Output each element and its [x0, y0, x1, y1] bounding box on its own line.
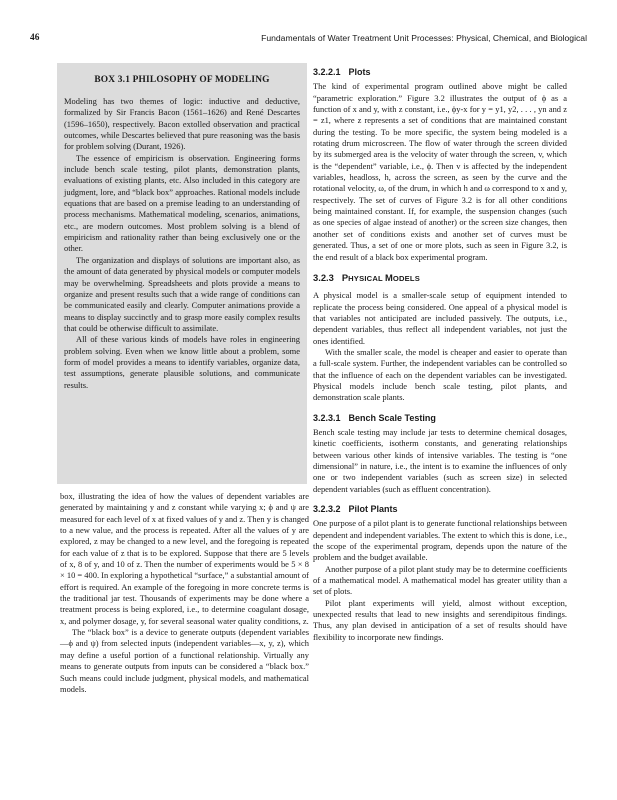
running-title: Fundamentals of Water Treatment Unit Processes: Physical, Chemical, and Biological [261, 33, 587, 43]
body-paragraph: The “black box” is a device to generate outputs (dependent variables—ϕ and ψ) from selected inputs (independent variables—x, y, z), which may define a useful portion of a functional relationship. Virtually any means to generate outputs from inputs can be considered a “black box.” Such means could include judgment, physical models, and mathematical models. [60, 627, 309, 694]
page-number: 46 [30, 33, 40, 43]
body-paragraph: Bench scale testing may include jar tests to determine chemical dosages, kinetic coefficients, isotherm constants, and generating relationships between various other kinds of intensive variables. The testing is “one dimensional” in nature, i.e., the intent is to examine the influences of only one or two independent variables (such as screen size) in selected dependent variables (such as effluent concentration). [313, 426, 567, 494]
box-title: BOX 3.1 PHILOSOPHY OF MODELING [94, 75, 270, 85]
section-number: 3.2.3.2 [313, 504, 341, 515]
section-number: 3.2.3.1 [313, 412, 341, 423]
body-paragraph: The kind of experimental program outlined above might be called “parametric exploration.” Figure 3.2 illustrates the output of ϕ as a function of x and y, with z constant, i.e., ϕy-x for y = y1, y2, . . . , yn and z = z1, where z represents a set of conditions that are maintained constant during the testing. To be more specific, the system being modeled is a rotating drum microscreen. The flow of water through the screen divided by its submerged area is the velocity of water through the screen, v, which is the “dependent” variable, i.e., ϕ. Then v is affected by the independent variables, headloss, h, across the screen, as seen by the curve and the rotational velocity, ω, of the drum, in which h and ω correspond to x and y, respectively. The set of curves of Figure 3.2 is for all other conditions being maintained constant. If, for example, the suspension changes (such as one species of algae instead of another) or the screen size changes, then another set of conditions exists and another set of curves must be generated. Thus, a set of one or more plots, such as seen in Figure 3.2, is the end result of a black box experimental program. [313, 81, 567, 262]
section-title: Bench Scale Testing [348, 412, 436, 423]
body-paragraph: Another purpose of a pilot plant study may be to determine coefficients of a mathematical model. A mathematical model has greater utility than a set of plots. [313, 563, 567, 597]
box-paragraph: All of these various kinds of models have roles in engineering problem solving. Even when we know little about a problem, some form of model provides a means to identify variables, organize data, test assumptions, generate plausible solutions, and communicate results. [64, 334, 300, 390]
running-header [30, 33, 587, 47]
sidebar-box-philosophy-of-modeling [57, 63, 307, 484]
section-number: 3.2.2.1 [313, 67, 341, 77]
body-paragraph: box, illustrating the idea of how the values of dependent variables are generated by maintaining y and z constant while varying x; ϕ and ψ are measured for each level of x at fixed values of y and z. Then y is changed to a new value, and the process is repeated. After all the values of y are explored, z may be changed to a new level, and the foregoing is repeated for each value of z that is to be explored. Suppose that there are 5 levels of x, 8 of y, and 10 of z. Then the number of experiments would be 5 × 8 × 10 = 400. In exploring a hypothetical “surface,” a substantial amount of effort is required. An example of the foregoing in more concrete terms is the traditional jar test. Thousands of experiments may be done where a treatment process is being explored, i.e., to determine coagulant dosage, x, and polymer dosage, y, for several seasonal water quality conditions, z. [60, 491, 309, 626]
section-heading-bench-scale-testing [313, 413, 567, 424]
body-paragraph: One purpose of a pilot plant is to generate functional relationships between dependent and independent variables. The extent to which this is done, i.e., the scope of the experimental program, depends upon the nature of the problem and the budget available. [313, 518, 567, 563]
section-number: 3.2.3 [313, 271, 334, 283]
body-paragraph: A physical model is a smaller-scale setup of equipment intended to replicate the process being considered. One appeal of a physical model is that variables not anticipated are included passively. The outputs, i.e., dependent variables, thus reflect all independent variables, not just the ones identified. [313, 290, 567, 346]
left-column-text [60, 491, 309, 695]
section-title: Pilot Plants [348, 504, 398, 515]
section-heading-physical-models: 3.2.3 PHYSICAL MODELS [313, 271, 421, 283]
body-paragraph: With the smaller scale, the model is cheaper and easier to operate than a full-scale system. Further, the independent variables can be controlled so that the influence of each on the dependent variables can be investigated. Physical models include bench scale testing, pilot plants, and demonstration scale plants. [313, 346, 567, 403]
box-paragraph: The essence of empiricism is observation. Engineering forms include bench scale testing, pilot plants, demonstration plants, evaluations of existing plants, etc. Also included in this category are judgment, lore, and “black box” approaches. Rational models include equations that are based on a premise leading to an understanding of process mechanisms. Mathematical modeling, scenarios, animations, etc., are modern outcomes. Most problem solving is a blend of empiricism and rationality rather than being exclusively one or the other. [64, 152, 300, 254]
body-paragraph: Pilot plant experiments will yield, almost without exception, unexpected results that lead to new insights and serendipitous findings. Thus, any plan devised in anticipation of a set of results should have flexibility to incorporate new findings. [313, 597, 567, 642]
box-paragraph: Modeling has two themes of logic: inductive and deductive, formalized by Sir Francis Bacon (1561–1626) and René Descartes (1596–1650), respectively. Bacon extolled observation and practical outcomes, while Descartes believed that pure reasoning was the basis for problem solving (Durant, 1926). [64, 96, 300, 152]
section-heading-plots [313, 67, 567, 78]
section-title: Plots [348, 67, 371, 77]
right-column-text [313, 67, 567, 643]
section-heading-pilot-plants [313, 504, 567, 515]
box-paragraph: The organization and displays of solutions are important also, as the amount of data generated by physical models or computer models may be overwhelming. Spreadsheets and plots provide a means to organize and present results such that a wide range of conditions can be communicated easily and clearly. Computer animations provide a means to display succinctly and to grasp more easily complex results that could be otherwise difficult to assimilate. [64, 254, 300, 333]
